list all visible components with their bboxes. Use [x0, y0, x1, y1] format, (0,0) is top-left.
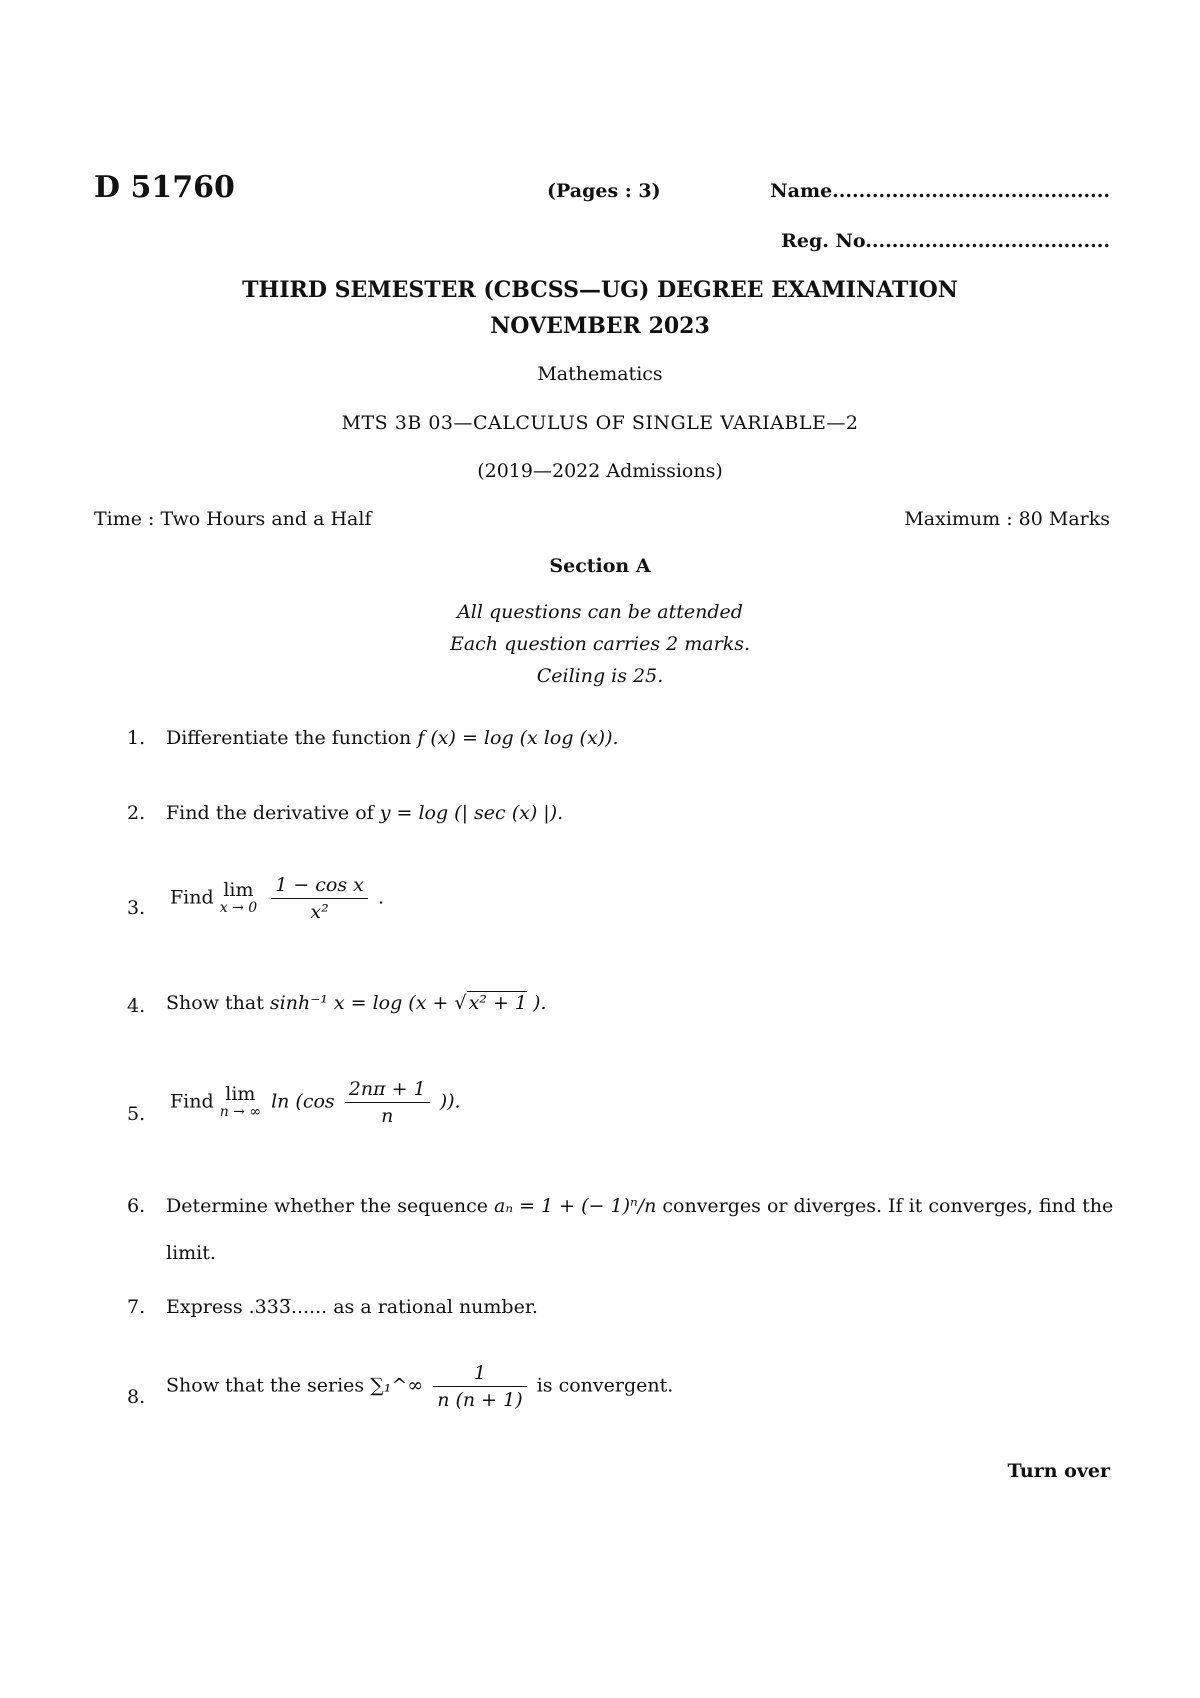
question-text: Show that — [166, 992, 264, 1014]
instruction: All questions can be attended — [457, 601, 743, 623]
question-tail: . — [377, 886, 384, 909]
question-math: ln (cos — [271, 1090, 335, 1113]
fraction — [271, 874, 368, 923]
limit-label: lim — [225, 1083, 256, 1106]
sqrt-sign: √ — [454, 992, 467, 1014]
question-text: Differentiate the function — [166, 727, 412, 749]
exam-session: NOVEMBER 2023 — [490, 313, 710, 339]
page-count: (Pages : 3) — [547, 180, 661, 202]
question-number: 4. — [127, 995, 146, 1017]
exam-title: THIRD SEMESTER (CBCSS—UG) DEGREE EXAMINATION — [242, 277, 958, 303]
question-number: 3. — [127, 897, 146, 919]
question-math: f (x) = log (x log (x)). — [417, 727, 619, 749]
numerator: 1 − cos x — [271, 874, 368, 899]
question-text: Find the derivative of — [166, 802, 374, 824]
limit-subscript: n → ∞ — [219, 1104, 262, 1121]
sigma-operator: ∑₁^∞ — [370, 1374, 424, 1397]
question-text: Express — [166, 1296, 243, 1318]
instruction: Ceiling is 25. — [536, 665, 664, 687]
question-math: sinh⁻¹ x = log (x + — [269, 992, 449, 1014]
question-3 — [170, 874, 384, 923]
question-8 — [166, 1362, 673, 1411]
instruction: Each question carries 2 marks. — [449, 633, 751, 655]
question-7 — [166, 1296, 538, 1318]
question-text-cont: as a rational number. — [333, 1296, 538, 1318]
question-2 — [166, 802, 563, 824]
question-number: 7. — [127, 1296, 146, 1318]
subject: Mathematics — [537, 363, 663, 385]
question-number: 2. — [127, 802, 146, 824]
question-4 — [166, 992, 546, 1014]
turn-over: Turn over — [1007, 1460, 1110, 1482]
question-1 — [166, 727, 619, 749]
limit-subscript: x → 0 — [219, 900, 258, 917]
limit-operator — [220, 880, 257, 916]
question-6 — [166, 1195, 1113, 1217]
limit-operator — [220, 1084, 261, 1120]
question-number: 1. — [127, 727, 146, 749]
question-6-cont: limit. — [166, 1242, 216, 1264]
question-text: Find — [170, 886, 214, 909]
paper-title: MTS 3B 03—CALCULUS OF SINGLE VARIABLE—2 — [341, 412, 859, 434]
fraction — [345, 1078, 430, 1127]
question-5 — [170, 1078, 461, 1127]
admissions: (2019—2022 Admissions) — [477, 460, 723, 482]
question-number: 8. — [127, 1386, 146, 1408]
numerator: 2nπ + 1 — [345, 1078, 430, 1103]
question-text: Find — [170, 1090, 214, 1113]
fraction — [433, 1362, 526, 1411]
question-number: 5. — [127, 1103, 146, 1125]
question-text-cont: is convergent. — [536, 1374, 674, 1397]
radicand: x² + 1 — [468, 992, 527, 1014]
maximum-marks: Maximum : 80 Marks — [904, 508, 1110, 530]
paper-code: D 51760 — [94, 170, 235, 205]
numerator: 1 — [433, 1362, 526, 1387]
denominator: n (n + 1) — [437, 1389, 523, 1411]
time-allowed: Time : Two Hours and a Half — [94, 508, 372, 530]
question-math-end: ). — [533, 992, 547, 1014]
reg-no-field: Reg. No..................................... — [781, 230, 1110, 252]
name-field: Name.......................................... — [770, 180, 1110, 202]
question-number: 6. — [127, 1195, 146, 1217]
question-math: .333̅...... — [248, 1296, 328, 1318]
question-tail: )). — [439, 1090, 461, 1113]
denominator: n — [381, 1105, 394, 1127]
question-math: y = log (| sec (x) |). — [379, 802, 564, 824]
question-text: Determine whether the sequence — [166, 1195, 488, 1217]
question-text-cont: converges or diverges. If it converges, find the — [662, 1195, 1114, 1217]
section-title: Section A — [549, 555, 651, 577]
denominator: x² — [310, 901, 329, 923]
question-text: Show that the series — [166, 1374, 365, 1397]
question-math: aₙ = 1 + (− 1)ⁿ/n — [494, 1195, 657, 1217]
limit-label: lim — [223, 879, 254, 902]
